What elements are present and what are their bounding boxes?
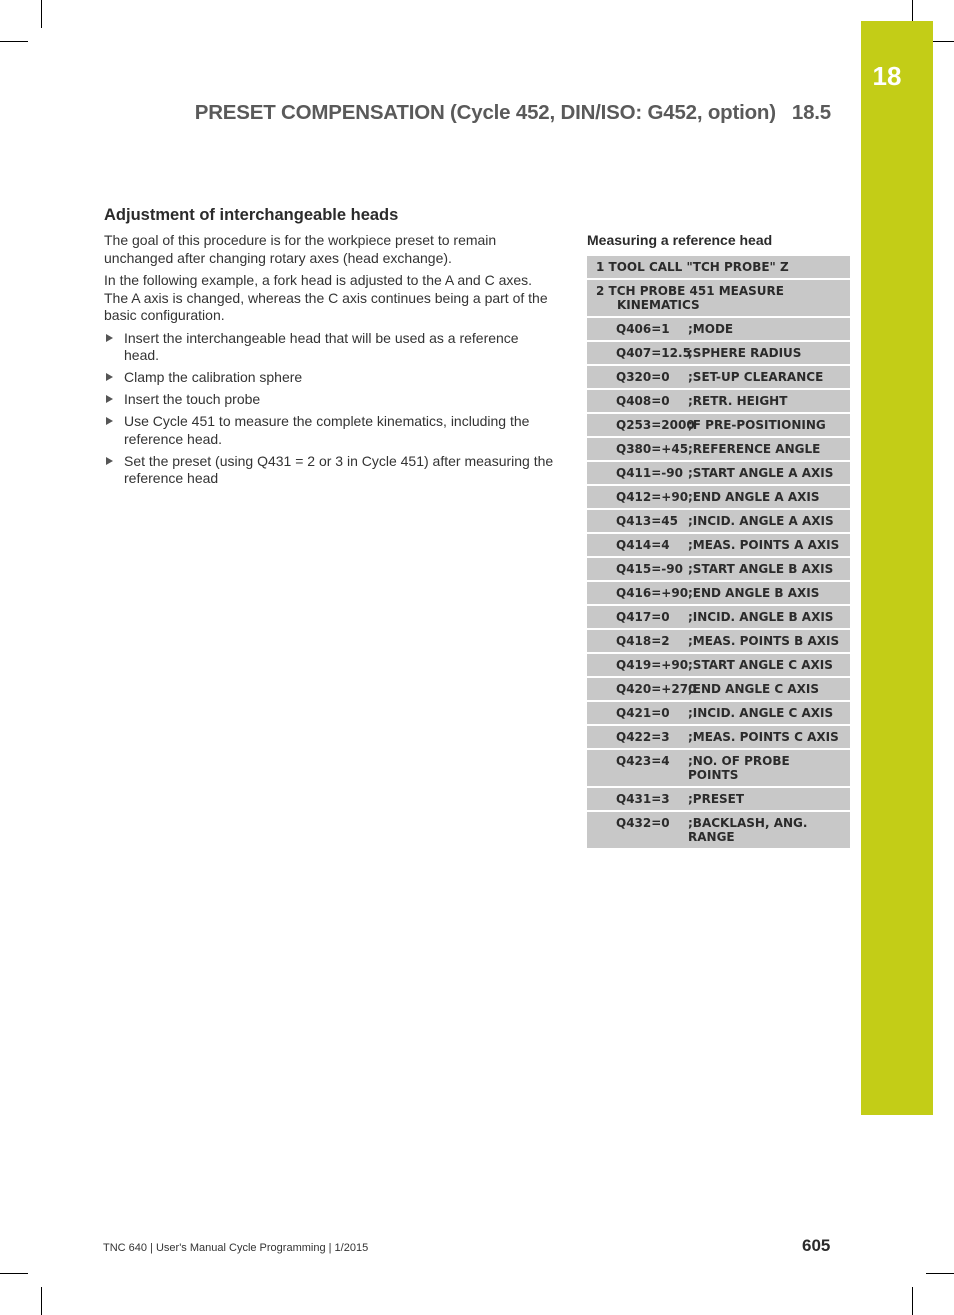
parameter-value: Q416=+90: [616, 586, 689, 600]
chapter-tab: [861, 21, 933, 1115]
parameter-value: Q320=0: [616, 370, 670, 384]
nc-parameter-row: [587, 788, 850, 812]
parameter-comment: ;INCID. ANGLE C AXIS: [688, 706, 834, 720]
parameter-comment: ;RETR. HEIGHT: [688, 394, 788, 408]
nc-block-text: 2 TCH PROBE 451 MEASURE: [596, 284, 784, 298]
crop-mark: [0, 41, 28, 42]
step-text: Insert the interchangeable head that will be used as a reference head.: [124, 329, 519, 363]
parameter-value: Q407=12.5: [616, 346, 691, 360]
crop-mark: [0, 1273, 28, 1274]
paragraph: The goal of this procedure is for the workpiece preset to remain unchanged after changing rotary axes (head exchange).: [104, 232, 497, 266]
chapter-number: 18: [872, 61, 902, 91]
parameter-comment: ;START ANGLE A AXIS: [688, 466, 834, 480]
parameter-value: Q413=45: [616, 514, 679, 528]
parameter-comment: ;BACKLASH, ANG. RANGE: [688, 816, 808, 844]
nc-parameter-row: [587, 582, 850, 606]
parameter-value: Q411=-90: [616, 466, 683, 480]
step-item: [104, 369, 556, 387]
parameter-comment: ;PRESET: [688, 792, 745, 806]
step-text: Clamp the calibration sphere: [124, 369, 303, 385]
parameter-value: Q420=+270: [616, 682, 697, 696]
nc-parameter-row: [587, 702, 850, 726]
step-item: [104, 330, 556, 365]
parameter-value: Q432=0: [616, 816, 670, 830]
parameter-value: Q422=3: [616, 730, 670, 744]
footer-text: TNC 640 | User's Manual Cycle Programming | 1/2015: [103, 1242, 369, 1254]
body-text: [104, 232, 556, 492]
nc-parameter-row: [587, 510, 850, 534]
header-section-number: 18.5: [791, 101, 831, 124]
parameter-value: Q423=4: [616, 754, 670, 768]
nc-parameter-row: [587, 812, 850, 850]
parameter-comment: ;SET-UP CLEARANCE: [688, 370, 824, 384]
parameter-value: Q415=-90: [616, 562, 683, 576]
step-text: Insert the touch probe: [124, 391, 261, 407]
paragraph: In the following example, a fork head is adjusted to the A and C axes. The A axis is changed, whereas the C axis continues being a part of the basic configuration.: [104, 272, 548, 323]
nc-parameter-row: [587, 318, 850, 342]
nc-parameter-row: [587, 462, 850, 486]
parameter-value: Q431=3: [616, 792, 670, 806]
nc-block: [587, 280, 850, 318]
step-text: Set the preset (using Q431 = 2 or 3 in Cycle 451) after measuring the reference head: [124, 452, 554, 486]
nc-parameter-row: [587, 534, 850, 558]
nc-parameter-row: [587, 414, 850, 438]
parameter-value: Q421=0: [616, 706, 670, 720]
nc-parameter-row: [587, 342, 850, 366]
nc-parameter-row: [587, 726, 850, 750]
parameter-comment: ;INCID. ANGLE B AXIS: [688, 610, 834, 624]
parameter-comment: ;MEAS. POINTS B AXIS: [688, 634, 840, 648]
nc-parameter-row: [587, 750, 850, 788]
parameter-comment: ;F PRE-POSITIONING: [688, 418, 826, 432]
crop-mark: [912, 1287, 913, 1315]
parameter-comment: ;MEAS. POINTS C AXIS: [688, 730, 839, 744]
parameter-value: Q414=4: [616, 538, 670, 552]
page-number: 605: [802, 1236, 831, 1255]
crop-mark: [926, 1273, 954, 1274]
parameter-comment: ;START ANGLE B AXIS: [688, 562, 834, 576]
nc-parameter-row: [587, 390, 850, 414]
page-header: [195, 101, 831, 125]
parameter-comment: ;MEAS. POINTS A AXIS: [688, 538, 840, 552]
parameter-comment: ;END ANGLE A AXIS: [688, 490, 820, 504]
arrow-icon: [106, 334, 113, 342]
arrow-icon: [106, 457, 113, 465]
crop-mark: [41, 1287, 42, 1315]
parameter-value: Q419=+90: [616, 658, 689, 672]
nc-program-listing: [587, 256, 850, 850]
step-list: [104, 330, 556, 488]
parameter-comment: ;END ANGLE C AXIS: [688, 682, 820, 696]
header-title: PRESET COMPENSATION (Cycle 452, DIN/ISO: G452, option): [194, 101, 776, 124]
step-item: [104, 413, 556, 448]
nc-block-text-continued: KINEMATICS: [617, 298, 700, 312]
crop-mark: [41, 0, 42, 28]
nc-parameter-row: [587, 654, 850, 678]
parameter-value: Q418=2: [616, 634, 670, 648]
arrow-icon: [106, 417, 113, 425]
nc-block: [587, 256, 850, 280]
nc-parameter-row: [587, 366, 850, 390]
arrow-icon: [106, 395, 113, 403]
parameter-value: Q412=+90: [616, 490, 689, 504]
parameter-comment: ;SPHERE RADIUS: [688, 346, 802, 360]
nc-parameter-row: [587, 606, 850, 630]
parameter-value: Q406=1: [616, 322, 670, 336]
step-item: [104, 453, 556, 488]
parameter-value: Q380=+45: [616, 442, 689, 456]
arrow-icon: [106, 373, 113, 381]
section-title: Adjustment of interchangeable heads: [104, 206, 399, 224]
parameter-comment: ;INCID. ANGLE A AXIS: [688, 514, 834, 528]
nc-parameter-row: [587, 630, 850, 654]
parameter-comment: ;START ANGLE C AXIS: [688, 658, 833, 672]
parameter-comment: ;MODE: [688, 322, 734, 336]
parameter-value: Q417=0: [616, 610, 670, 624]
parameter-comment: ;REFERENCE ANGLE: [688, 442, 821, 456]
parameter-comment: ;NO. OF PROBE POINTS: [688, 754, 790, 782]
code-example-title: Measuring a reference head: [587, 232, 773, 248]
nc-block-text: 1 TOOL CALL "TCH PROBE" Z: [596, 260, 789, 274]
step-item: [104, 391, 556, 409]
nc-parameter-row: [587, 558, 850, 582]
step-text: Use Cycle 451 to measure the complete kinematics, including the reference head.: [124, 413, 530, 447]
nc-parameter-row: [587, 486, 850, 510]
nc-parameter-row: [587, 438, 850, 462]
parameter-value: Q253=2000: [616, 418, 695, 432]
parameter-comment: ;END ANGLE B AXIS: [688, 586, 820, 600]
nc-parameter-row: [587, 678, 850, 702]
parameter-value: Q408=0: [616, 394, 670, 408]
